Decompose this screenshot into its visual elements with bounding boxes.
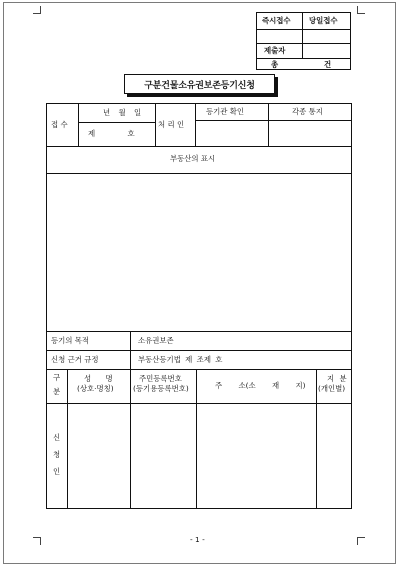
page-number: - 1 - <box>190 535 205 544</box>
registry-check-label: 등기관 확인 <box>206 107 245 116</box>
crop-mark-bottom-right <box>357 537 358 545</box>
share-header-1: 지 분 <box>327 374 347 383</box>
count-unit-label: 건 <box>324 60 332 69</box>
category-header-2: 분 <box>53 387 61 396</box>
basis-value: 부동산등기법 제 조제 호 <box>138 355 223 364</box>
crop-mark-top-right-h <box>357 13 365 14</box>
applicant-share-cell[interactable] <box>317 404 351 508</box>
crop-mark-top-left-h <box>33 13 41 14</box>
crop-mark-bottom-right-h <box>357 537 365 538</box>
id-header-2: (등기용등록번호) <box>133 384 189 393</box>
crop-mark-bottom-left <box>40 537 41 545</box>
purpose-label: 등기의 목적 <box>51 336 90 345</box>
share-header-2: (개인별) <box>318 384 346 393</box>
processor-label: 처 리 인 <box>158 120 185 129</box>
receipt-number-label: 제 호 <box>88 129 135 138</box>
total-label: 총 <box>271 60 279 69</box>
applicant-label-1: 신 <box>53 433 61 442</box>
applicant-address-cell[interactable] <box>197 404 316 508</box>
property-header: 부동산의 표시 <box>170 154 216 163</box>
immediate-receipt-label: 즉시접수 <box>262 16 291 25</box>
form-title: 구분건물소유권보존등기신청 <box>124 74 275 94</box>
address-header: 주 소(소 재 지) <box>215 381 306 390</box>
id-header-1: 주민등록번호 <box>139 374 182 383</box>
crop-mark-bottom-left-h <box>33 537 41 538</box>
submitter-label: 제출자 <box>264 46 286 55</box>
applicant-id-cell[interactable] <box>131 404 196 508</box>
name-header-2: (상호·명칭) <box>77 384 114 393</box>
notices-label: 각종 통지 <box>292 107 323 116</box>
receipt-label: 접 수 <box>51 120 68 129</box>
basis-label: 신청 근거 규정 <box>51 355 99 364</box>
sameday-receipt-label: 당일접수 <box>309 16 338 25</box>
applicant-label-2: 청 <box>53 450 61 459</box>
category-header-1: 구 <box>53 373 61 382</box>
receipt-date-label: 년 월 일 <box>103 108 142 117</box>
applicant-label-3: 인 <box>53 467 61 476</box>
name-header-1: 성 명 <box>84 374 113 383</box>
applicant-name-cell[interactable] <box>68 404 130 508</box>
purpose-value: 소유권보존 <box>138 336 174 345</box>
property-description-area[interactable] <box>47 174 351 331</box>
